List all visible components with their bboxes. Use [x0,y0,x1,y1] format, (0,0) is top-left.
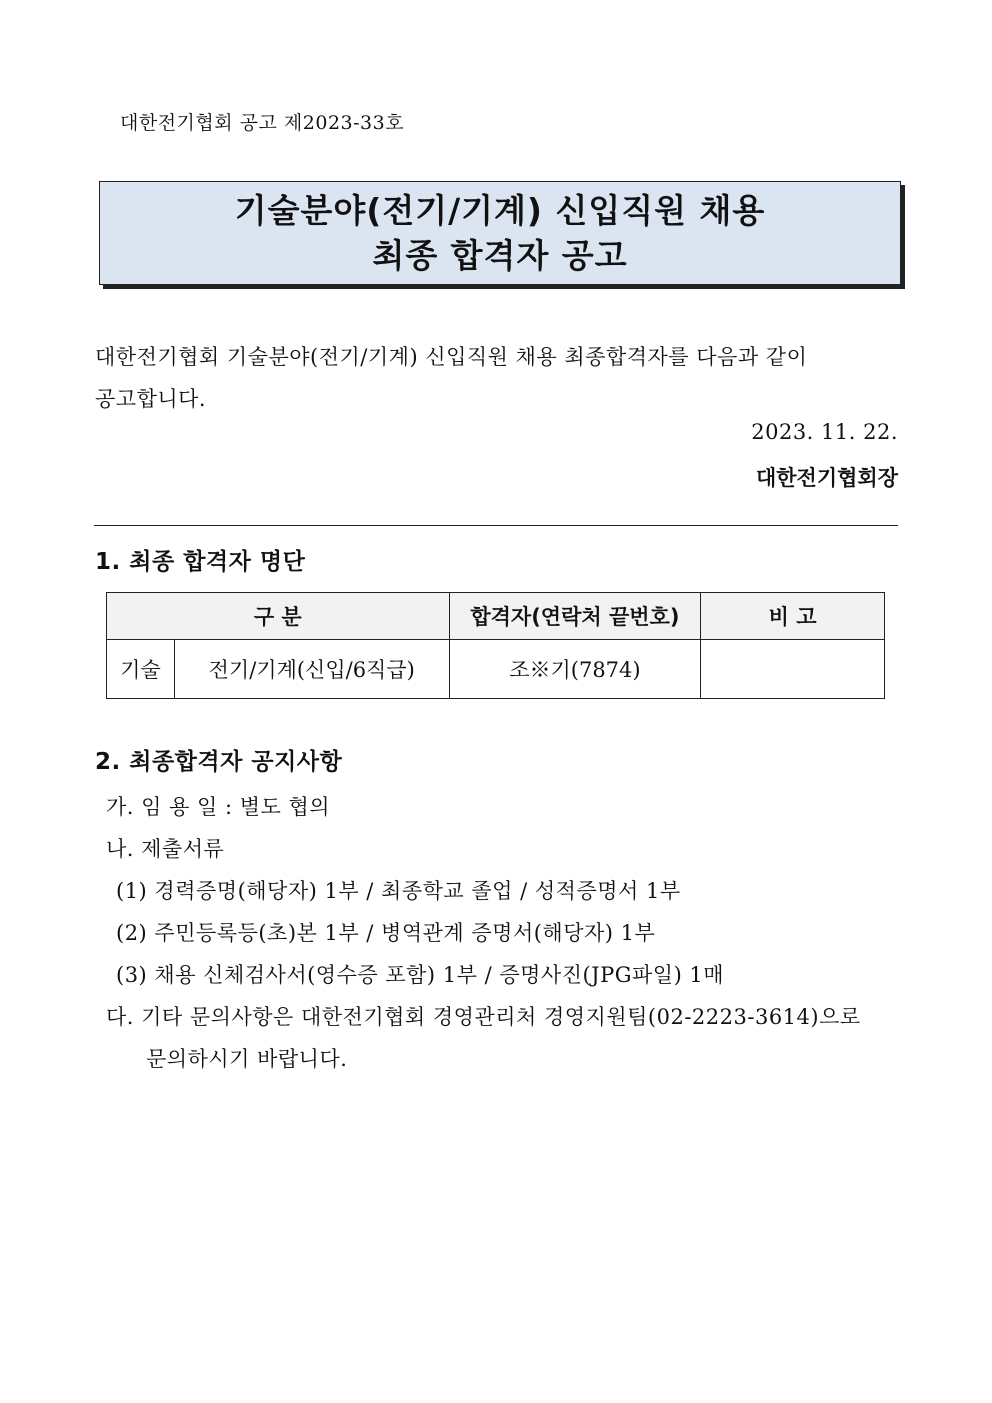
doc-item-3: (3) 채용 신체검사서(영수증 포함) 1부 / 증명사진(JPG파일) 1매 [116,963,725,987]
section-1-heading: 1. 최종 합격자 명단 [95,549,306,575]
title-line-2: 최종 합격자 공고 [372,236,628,275]
item-inquiry-cont: 문의하시기 바랍니다. [146,1047,348,1071]
notice-date: 2023. 11. 22. [751,420,898,444]
doc-item-1: (1) 경력증명(해당자) 1부 / 최종학교 졸업 / 성적증명서 1부 [116,879,681,903]
issuer: 대한전기협회장 [755,466,898,490]
notice-number: 대한전기협회 공고 제2023-33호 [120,112,405,134]
intro-line-2: 공고합니다. [95,387,207,411]
divider [94,525,898,526]
header-category: 구 분 [107,593,450,640]
table-row [107,640,885,699]
cell-note [701,640,885,699]
header-name: 합격자(연락처 끝번호) [449,593,701,640]
item-documents: 나. 제출서류 [106,837,225,861]
intro-line-1: 대한전기협회 기술분야(전기/기계) 신입직원 채용 최종합격자를 다음과 같이 [95,345,808,369]
cell-field: 전기/기계(신입/6직급) [174,640,449,699]
table-header-row [107,593,885,640]
intro-paragraph [95,336,898,420]
item-inquiry: 다. 기타 문의사항은 대한전기협회 경영관리처 경영지원팀(02-2223-3614)으로 [106,1005,861,1029]
result-table [106,592,885,699]
item-appointment-date: 가. 임 용 일 : 별도 협의 [106,795,331,819]
cell-name: 조※기(7874) [449,640,701,699]
header-note: 비 고 [701,593,885,640]
doc-item-2: (2) 주민등록등(초)본 1부 / 병역관계 증명서(해당자) 1부 [116,921,656,945]
section-2-heading: 2. 최종합격자 공지사항 [95,749,343,775]
title-line-1: 기술분야(전기/기계) 신입직원 채용 [234,191,766,230]
title-box [99,181,901,285]
cell-category: 기술 [107,640,175,699]
